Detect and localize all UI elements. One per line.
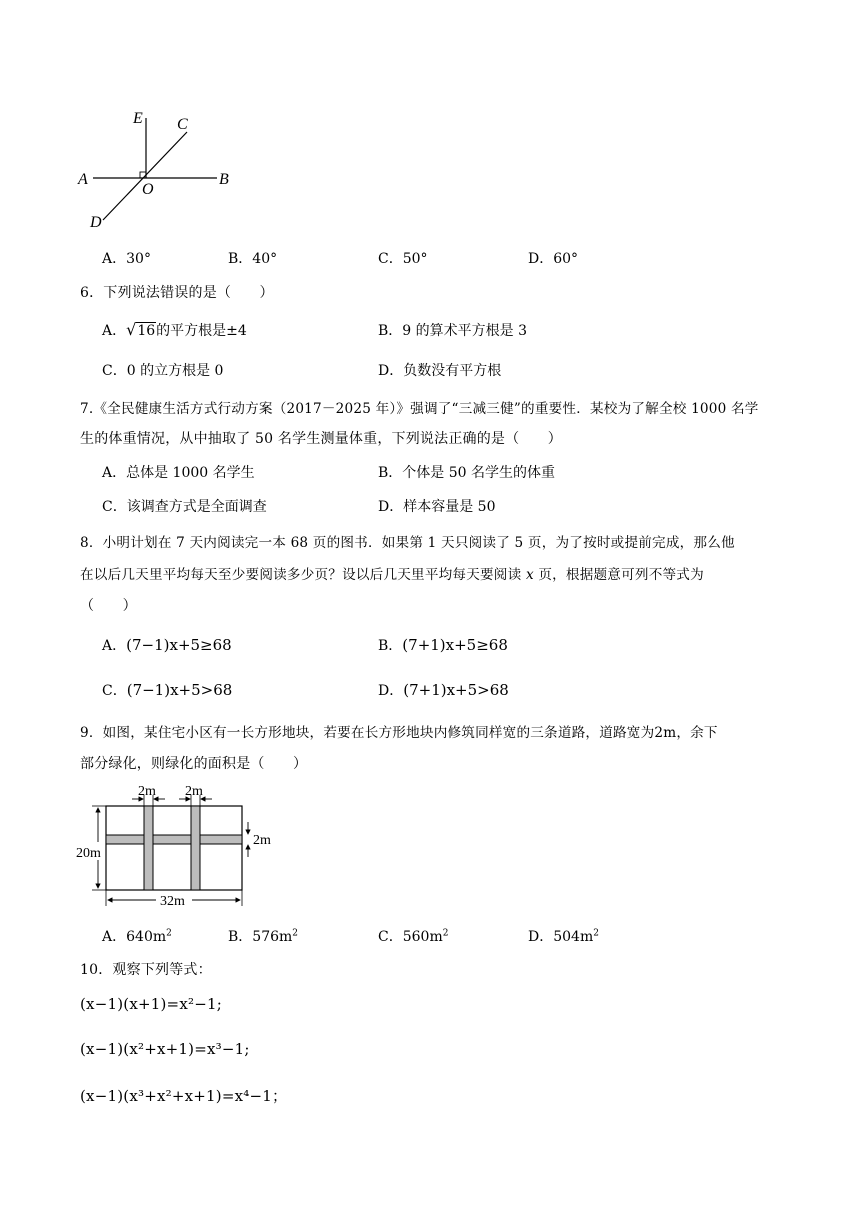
option-letter: C．: [378, 251, 403, 267]
radicand: 16: [137, 323, 156, 339]
option-sup: 2: [292, 928, 299, 939]
q10-equation-1: (x−1)(x+1)=x²−1;: [80, 995, 222, 1013]
q7-option-c: C．该调查方式是全面调查: [102, 499, 267, 515]
label-a: A: [78, 171, 88, 188]
q8-variable-x: x: [525, 567, 534, 583]
option-expr: (7+1)x+5≥68: [402, 636, 508, 654]
q6-option-c: C．0 的立方根是 0: [102, 363, 224, 379]
option-value: 640m: [126, 929, 167, 945]
road-vertical-2: [191, 806, 200, 890]
option-value: 576m: [252, 929, 293, 945]
q8-option-c: [102, 680, 232, 700]
road-vertical-1: [144, 806, 153, 890]
option-text: 60°: [553, 251, 579, 267]
q6-option-d: D．负数没有平方根: [378, 363, 502, 379]
option-text: 40°: [252, 251, 278, 267]
road-cross-fill: [192, 836, 199, 843]
label-bottom-32m: 32m: [160, 894, 185, 909]
q8-line3: （ ）: [80, 598, 137, 614]
q10-stem: 10．观察下列等式：: [80, 962, 212, 978]
right-angle-mark: [140, 172, 146, 178]
q8-line2-text-a: 在以后几天里平均每天至少要阅读多少页？设以后几天里平均每天要阅读: [80, 567, 522, 583]
q10-equation-3: (x−1)(x³+x²+x+1)=x⁴−1；: [80, 1087, 288, 1105]
q8-option-a: [102, 635, 232, 655]
q5-option-a: [102, 248, 151, 268]
q5-option-d: [528, 248, 578, 268]
q9-option-d: [528, 926, 599, 946]
q7-option-b: B．个体是 50 名学生的体重: [378, 465, 556, 481]
label-right-2m: 2m: [253, 833, 271, 848]
q9-option-a: [102, 926, 172, 946]
option-text: 50°: [402, 251, 428, 267]
angle-diagram: [75, 108, 245, 233]
option-letter: B．: [228, 251, 253, 267]
plot-rectangle: [106, 806, 242, 890]
option-letter: D．: [528, 251, 554, 267]
line-cd: [103, 132, 187, 220]
option-text: 的平方根是±4: [156, 323, 247, 339]
option-letter: C．: [378, 929, 403, 945]
option-letter: D．: [528, 929, 554, 945]
option-letter: A．: [102, 251, 127, 267]
q9-line1-text-c: ，余下: [676, 725, 718, 741]
q5-option-b: [228, 248, 277, 268]
option-value: 560m: [402, 929, 443, 945]
option-expr: (7−1)x+5≥68: [126, 636, 232, 654]
option-sup: 2: [593, 928, 599, 939]
q7-option-a: A．总体是 1000 名学生: [102, 465, 255, 481]
q9-line1: [80, 721, 718, 741]
option-value: 504m: [553, 929, 594, 945]
option-letter: C．: [102, 683, 127, 699]
option-sup: 2: [442, 928, 449, 939]
label-b: B: [219, 171, 229, 188]
label-o: O: [142, 181, 154, 198]
q7-option-d: D．样本容量是 50: [378, 499, 496, 515]
road-horizontal: [106, 835, 242, 844]
label-d: D: [90, 214, 102, 231]
option-letter: B．: [378, 638, 403, 654]
q9-line2: 部分绿化，则绿化的面积是（ ）: [80, 756, 308, 772]
q6-option-b: B．9 的算术平方根是 3: [378, 323, 528, 339]
sqrt-sign: √: [126, 320, 137, 339]
road-cross-fill: [145, 836, 152, 843]
q7-line1: 7.《全民健康生活方式行动方案（2017－2025 年）》强调了“三减三健”的重要性．某校为了解全校 1000 名学: [80, 401, 759, 417]
q8-option-b: [378, 635, 508, 655]
option-letter: A．: [102, 638, 127, 654]
q8-line2-text-b: 页，根据题意可列不等式为: [538, 567, 704, 583]
option-expr: (7−1)x+5>68: [126, 681, 233, 699]
q9-option-b: [228, 926, 298, 946]
label-top-2m-1: 2m: [138, 784, 156, 799]
q8-option-d: [378, 680, 509, 700]
q9-road-width: 2m: [654, 725, 677, 741]
q6-option-a: [102, 320, 247, 340]
label-left-20m: 20m: [76, 846, 101, 861]
q5-option-c: [378, 248, 428, 268]
q9-line1-text-a: 9．如图，某住宅小区有一长方形地块，若要在长方形地块内修筑同样宽的三条道路，道路宽为: [80, 725, 655, 741]
option-letter: A．: [102, 929, 127, 945]
q8-line1: 8．小明计划在 7 天内阅读完一本 68 页的图书．如果第 1 天只阅读了 5 页，为了按时或提前完成，那么他: [80, 535, 735, 551]
option-letter: A．: [102, 323, 127, 339]
option-expr: (7+1)x+5>68: [403, 681, 509, 699]
option-sup: 2: [166, 928, 172, 939]
label-e: E: [133, 110, 143, 127]
option-letter: B．: [228, 929, 253, 945]
q6-stem: 6．下列说法错误的是（ ）: [80, 285, 274, 301]
q7-line2: 生的体重情况，从中抽取了 50 名学生测量体重，下列说法正确的是（ ）: [80, 431, 562, 447]
option-letter: D．: [378, 683, 404, 699]
road-diagram: [76, 782, 286, 912]
q8-line2: [80, 563, 704, 583]
label-top-2m-2: 2m: [185, 784, 203, 799]
option-text: 30°: [126, 251, 151, 267]
q9-option-c: [378, 926, 448, 946]
q10-equation-2: (x−1)(x²+x+1)=x³−1;: [80, 1040, 250, 1058]
label-c: C: [177, 116, 188, 133]
